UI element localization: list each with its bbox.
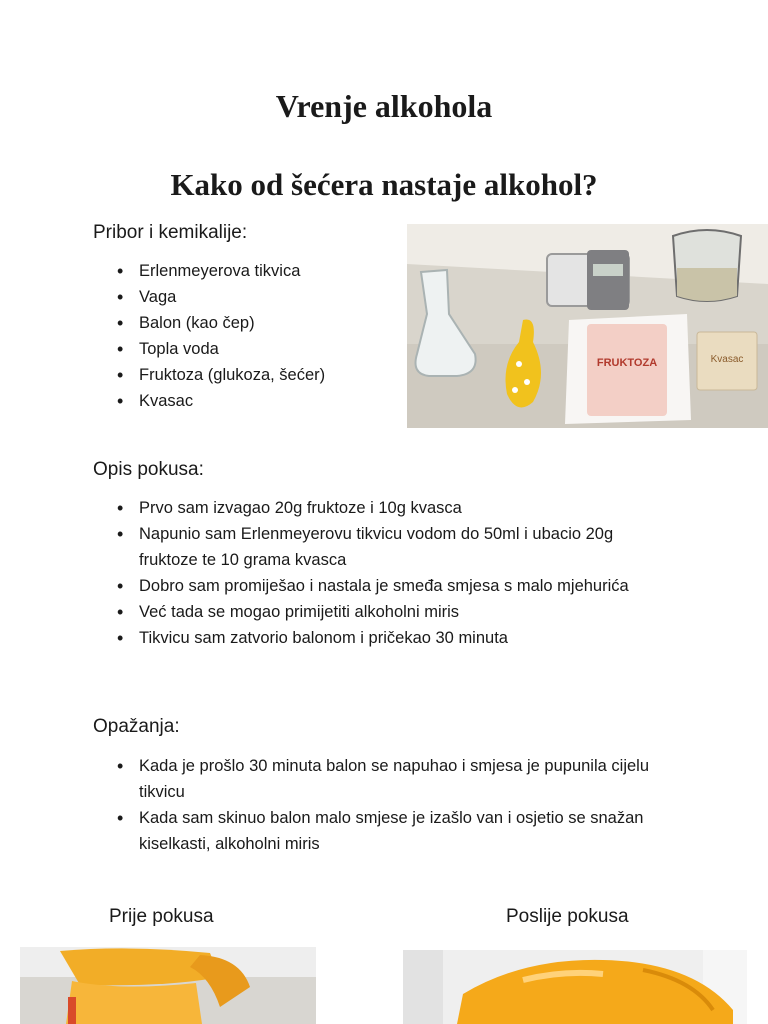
list-item: • Dobro sam promiješao i nastala je smeđa smjesa s malo mjehurića: [117, 573, 657, 599]
page-title: Vrenje alkohola: [275, 88, 493, 124]
yeast-label: Kvasac: [710, 354, 744, 365]
caption-after: Poslije pokusa: [506, 906, 629, 927]
list-item: • Već tada se mogao primijetiti alkoholni miris: [117, 599, 657, 625]
list-item: • Kvasac: [117, 388, 387, 414]
opazanja-heading: Opažanja:: [93, 716, 180, 737]
list-item: • Prvo sam izvagao 20g fruktoze i 10g kvasca: [117, 495, 657, 521]
fructose-bag: [565, 314, 691, 424]
list-item: • Tikvicu sam zatvorio balonom i pričekao 30 minuta: [117, 625, 657, 651]
before-photo: [20, 947, 316, 1024]
yeast-packet: [697, 332, 757, 390]
supplies-photo: [407, 224, 768, 428]
opazanja-list: [117, 753, 657, 857]
list-item: • Balon (kao čep): [117, 310, 387, 336]
pribor-heading: Pribor i kemikalije:: [93, 222, 248, 243]
list-item: • Erlenmeyerova tikvica: [117, 258, 387, 284]
list-item: • Kada je prošlo 30 minuta balon se napuhao i smjesa je pupunila cijelu tikvicu: [117, 753, 657, 805]
page-subtitle: Kako od šećera nastaje alkohol?: [170, 167, 598, 202]
list-item: • Napunio sam Erlenmeyerovu tikvicu vodom do 50ml i ubacio 20g fruktoze te 10 grama kvasca: [117, 521, 657, 573]
list-item: • Topla voda: [117, 336, 387, 362]
after-photo: [403, 950, 747, 1024]
caption-before: Prije pokusa: [109, 906, 214, 927]
pribor-list: [117, 258, 387, 414]
list-item: • Vaga: [117, 284, 387, 310]
list-item: • Kada sam skinuo balon malo smjese je izašlo van i osjetio se snažan kiselkasti, alkoholni miris: [117, 805, 657, 857]
fructose-label: FRUKTOZA: [596, 357, 658, 369]
drinking-glass: [673, 230, 741, 301]
opis-heading: Opis pokusa:: [93, 459, 204, 480]
digital-scale: [547, 250, 629, 310]
list-item: • Fruktoza (glukoza, šećer): [117, 362, 387, 388]
opis-list: [117, 495, 657, 651]
